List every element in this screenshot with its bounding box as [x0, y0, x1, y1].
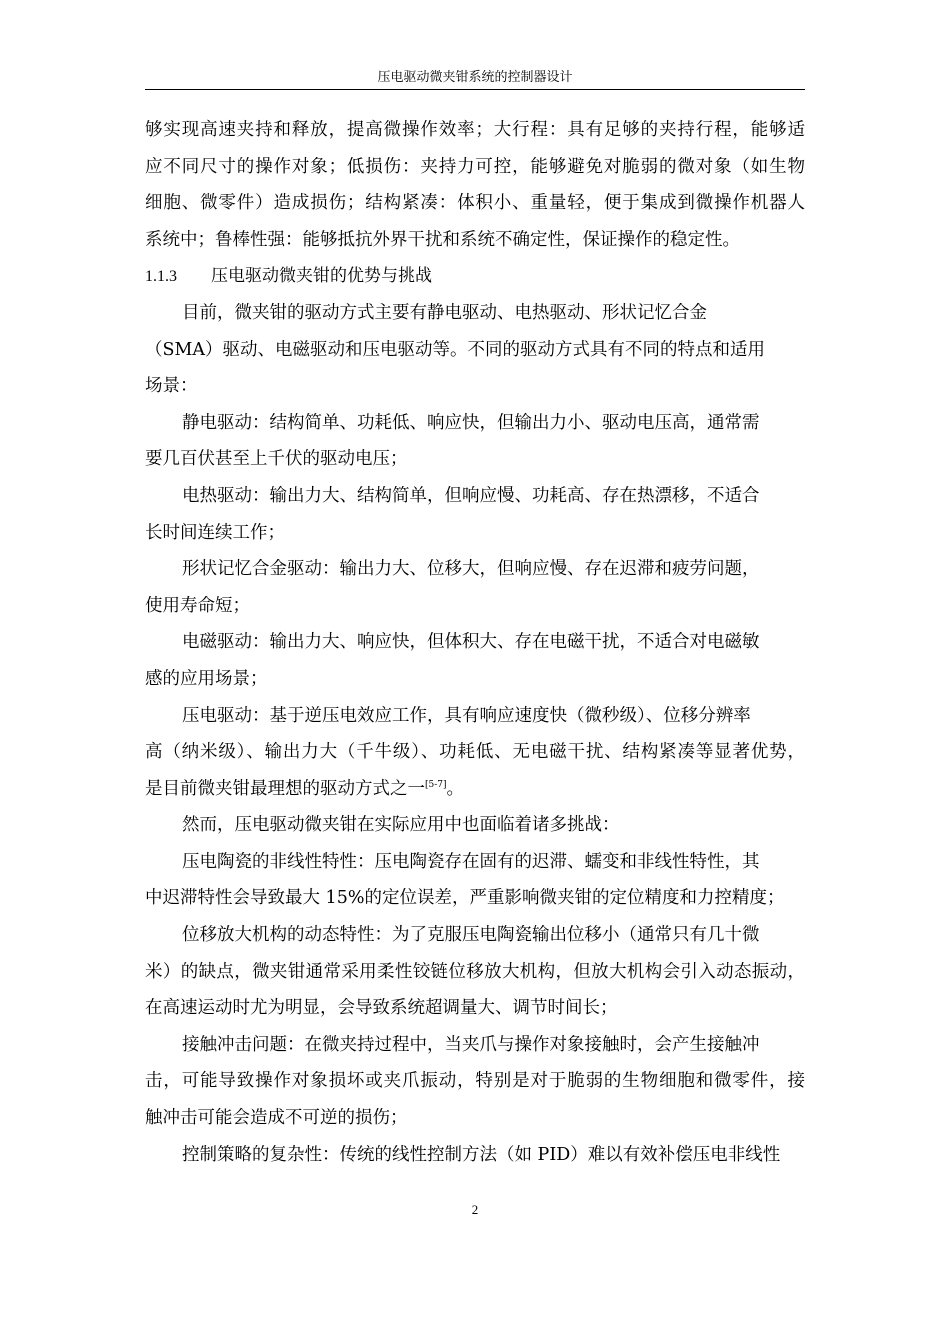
- text-line: 电磁驱动：输出力大、响应快，但体积大、存在电磁干扰，不适合对电磁敏: [182, 632, 760, 653]
- text-line: 位移放大机构的动态特性：为了克服压电陶瓷输出位移小（通常只有几十微: [182, 925, 760, 946]
- text-line: 静电驱动：结构简单、功耗低、响应快，但输出力小、驱动电压高，通常需: [182, 412, 760, 433]
- paragraph-nonlinearity: [145, 844, 805, 917]
- page-number: 2: [471, 1202, 479, 1217]
- text-line: 要几百伏甚至上千伏的驱动电压；: [145, 449, 408, 470]
- paragraph-electrostatic: [145, 405, 805, 478]
- paragraph-electrothermal: [145, 478, 805, 551]
- text-line: 中迟滞特性会导致最大 15%的定位误差，严重影响微夹钳的定位精度和力控精度；: [145, 888, 785, 909]
- text-line: 场景：: [145, 376, 198, 397]
- text-line: 使用寿命短；: [145, 595, 250, 616]
- text-line: 系统中；鲁棒性强：能够抵抗外界干扰和系统不确定性，保证操作的稳定性。: [145, 229, 740, 250]
- text-line: 长时间连续工作；: [145, 522, 285, 543]
- paragraph-challenges-intro: [145, 807, 805, 844]
- section-number: 1.1.3: [145, 268, 177, 286]
- running-header: 压电驱动微夹钳系统的控制器设计: [377, 70, 573, 85]
- header-rule: [145, 89, 805, 90]
- text-line: 在高速运动时尤为明显，会导致系统超调量大、调节时间长；: [145, 998, 618, 1019]
- paragraph-amplifier-dynamics: [145, 917, 805, 1027]
- text-line: （SMA）驱动、电磁驱动和压电驱动等。不同的驱动方式具有不同的特点和适用: [145, 339, 766, 360]
- paragraph-electromagnetic: [145, 624, 805, 697]
- text-line: 感的应用场景；: [145, 668, 268, 689]
- text-line: 应不同尺寸的操作对象；低损伤：夹持力可控，能够避免对脆弱的微对象（如生物: [145, 156, 805, 177]
- page-body: [145, 112, 805, 1173]
- text-line: 然而，压电驱动微夹钳在实际应用中也面临着诸多挑战：: [182, 815, 620, 836]
- citation: [5-7]: [425, 779, 447, 790]
- paragraph-sma: [145, 551, 805, 624]
- paragraph-contact-impact: [145, 1027, 805, 1137]
- text-line: 压电陶瓷的非线性特性：压电陶瓷存在固有的迟滞、蠕变和非线性特性，其: [182, 851, 760, 872]
- paragraph-control-strategy: [145, 1137, 805, 1174]
- text-line: 电热驱动：输出力大、结构简单，但响应慢、功耗高、存在热漂移，不适合: [182, 485, 760, 506]
- text-line: 高（纳米级）、输出力大（千牛级）、功耗低、无电磁干扰、结构紧凑等显著优势，: [145, 742, 805, 763]
- text-line: 米）的缺点，微夹钳通常采用柔性铰链位移放大机构，但放大机构会引入动态振动，: [145, 961, 805, 982]
- paragraph-piezoelectric: [145, 698, 805, 808]
- text-line: [145, 771, 805, 808]
- text-span: 是目前微夹钳最理想的驱动方式之一: [145, 778, 425, 799]
- text-line: 触冲击可能会造成不可逆的损伤；: [145, 1108, 408, 1129]
- text-line: 够实现高速夹持和释放，提高微操作效率；大行程：具有足够的夹持行程，能够适: [145, 120, 805, 140]
- paragraph-drive-methods: [145, 295, 805, 405]
- text-span: 。: [446, 778, 465, 799]
- section-heading: [145, 258, 805, 295]
- text-line: 压电驱动：基于逆压电效应工作，具有响应速度快（微秒级）、位移分辨率: [182, 705, 751, 726]
- text-line: 形状记忆合金驱动：输出力大、位移大，但响应慢、存在迟滞和疲劳问题，: [182, 559, 760, 580]
- text-line: 击，可能导致操作对象损坏或夹爪振动，特别是对于脆弱的生物细胞和微零件，接: [145, 1071, 805, 1092]
- text-line: 目前，微夹钳的驱动方式主要有静电驱动、电热驱动、形状记忆合金: [182, 302, 707, 323]
- text-line: 细胞、微零件）造成损伤；结构紧凑：体积小、重量轻，便于集成到微操作机器人: [145, 193, 805, 214]
- paragraph-requirements: [145, 112, 805, 258]
- section-title: 压电驱动微夹钳的优势与挑战: [211, 266, 432, 287]
- text-line: 控制策略的复杂性：传统的线性控制方法（如 PID）难以有效补偿压电非线性: [182, 1144, 781, 1165]
- text-line: 接触冲击问题：在微夹持过程中，当夹爪与操作对象接触时，会产生接触冲: [182, 1034, 760, 1055]
